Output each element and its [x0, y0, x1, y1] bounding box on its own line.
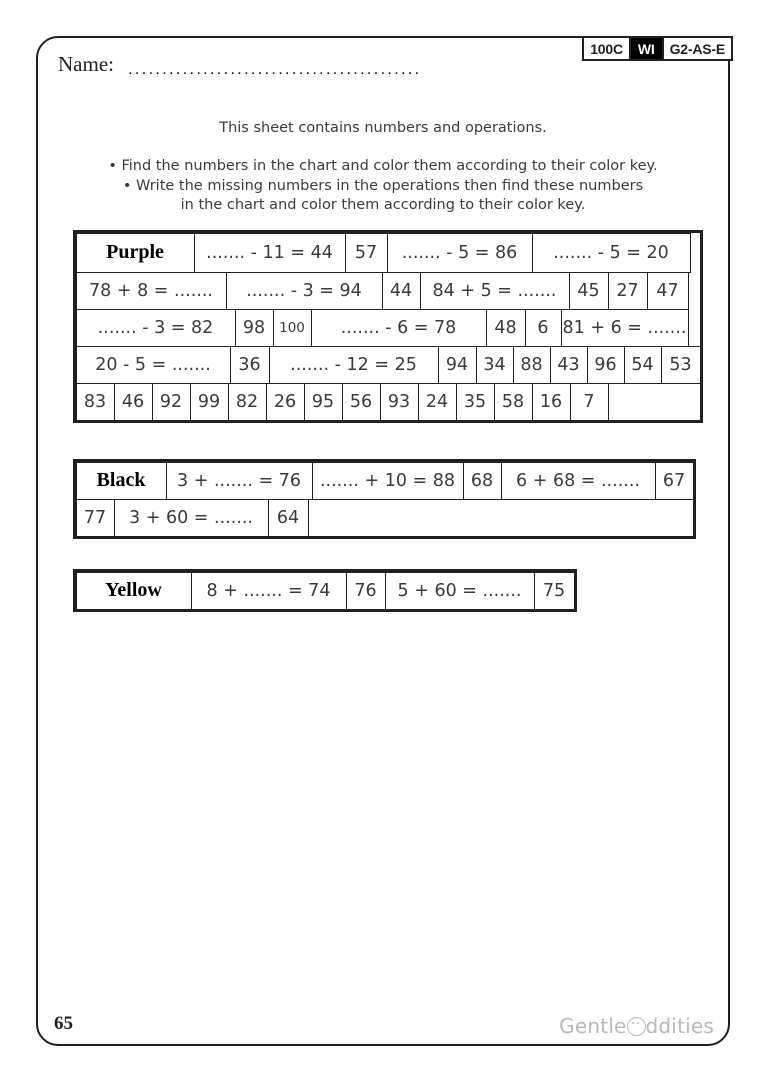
- number-cell[interactable]: 45: [569, 272, 609, 310]
- number-cell[interactable]: 53: [661, 346, 701, 384]
- operation-cell[interactable]: ....... - 5 = 20: [532, 233, 691, 273]
- code-badge-set: 100C: [590, 40, 623, 57]
- number-cell[interactable]: 47: [647, 272, 689, 310]
- number-cell[interactable]: 16: [532, 383, 571, 421]
- instruction-bullet-1: • Find the numbers in the chart and color them according to their color key.: [108, 158, 658, 174]
- operation-cell[interactable]: ....... - 11 = 44: [194, 233, 346, 273]
- number-cell[interactable]: 99: [190, 383, 229, 421]
- number-cell[interactable]: 64: [268, 499, 309, 537]
- number-cell[interactable]: 100: [273, 309, 312, 347]
- number-cell[interactable]: 6: [525, 309, 562, 347]
- number-cell[interactable]: 88: [513, 346, 551, 384]
- operation-cell[interactable]: ....... - 3 = 82: [76, 309, 236, 347]
- operation-cell[interactable]: ....... - 5 = 86: [387, 233, 533, 273]
- brand-name-part1: Gentle: [559, 1014, 627, 1038]
- color-key-label: Yellow: [76, 572, 192, 610]
- brand-logo: [559, 1014, 714, 1038]
- number-cell[interactable]: 54: [624, 346, 662, 384]
- operation-cell[interactable]: 84 + 5 = .......: [420, 272, 570, 310]
- instruction-bullet-2: • Write the missing numbers in the operations then find these numbers: [122, 177, 644, 194]
- operation-cell[interactable]: 5 + 60 = .......: [385, 572, 535, 610]
- puzzle-row: [73, 499, 696, 539]
- color-key-label: Black: [76, 462, 167, 500]
- operation-cell[interactable]: ....... - 3 = 94: [226, 272, 383, 310]
- smiley-o-icon: [627, 1017, 646, 1036]
- instructions-lead: [36, 120, 730, 136]
- number-cell[interactable]: 27: [608, 272, 648, 310]
- number-cell[interactable]: 46: [114, 383, 153, 421]
- page-number: 65: [54, 1013, 73, 1034]
- operation-cell[interactable]: 81 + 6 = .......: [561, 309, 689, 347]
- operation-cell[interactable]: 3 + 60 = .......: [114, 499, 269, 537]
- operation-cell[interactable]: ....... + 10 = 88: [312, 462, 464, 500]
- code-badge-level: G2-AS-E: [669, 40, 725, 57]
- number-cell[interactable]: 56: [342, 383, 381, 421]
- number-cell[interactable]: 24: [418, 383, 457, 421]
- operation-cell[interactable]: 78 + 8 = .......: [76, 272, 227, 310]
- puzzle-row: [73, 309, 703, 346]
- number-cell[interactable]: 77: [76, 499, 115, 537]
- operation-cell[interactable]: ....... - 12 = 25: [269, 346, 439, 384]
- brand-name-part2: ddities: [645, 1014, 714, 1038]
- number-cell[interactable]: 96: [587, 346, 625, 384]
- number-cell[interactable]: 92: [152, 383, 191, 421]
- name-dotted-line[interactable]: ...........................................: [127, 59, 422, 78]
- number-cell[interactable]: 26: [266, 383, 305, 421]
- puzzle-row: [73, 230, 703, 272]
- puzzle-section-black: [73, 459, 696, 539]
- number-cell[interactable]: 68: [463, 462, 502, 500]
- number-cell[interactable]: 58: [494, 383, 533, 421]
- puzzle-row: [73, 272, 703, 309]
- color-key-label: Purple: [76, 233, 195, 273]
- name-label: Name:: [58, 52, 114, 76]
- number-cell[interactable]: 95: [304, 383, 343, 421]
- number-cell[interactable]: 48: [486, 309, 526, 347]
- puzzle-row: [73, 346, 703, 383]
- name-field[interactable]: [58, 52, 421, 77]
- operation-cell[interactable]: 3 + ....... = 76: [166, 462, 313, 500]
- puzzle-row: [73, 569, 577, 612]
- puzzle-section-purple: [73, 230, 703, 423]
- number-cell[interactable]: 83: [76, 383, 115, 421]
- instructions-lead-text: This sheet contains numbers and operations.: [219, 120, 547, 136]
- number-cell[interactable]: 57: [345, 233, 388, 273]
- number-cell[interactable]: 36: [230, 346, 270, 384]
- puzzle-section-yellow: [73, 569, 577, 612]
- code-badge-language: WI: [629, 38, 664, 59]
- number-cell[interactable]: 34: [476, 346, 514, 384]
- puzzle-row: [73, 383, 703, 423]
- operation-cell[interactable]: 20 - 5 = .......: [76, 346, 231, 384]
- worksheet-code-badges: [582, 36, 733, 61]
- puzzle-row: [73, 459, 696, 499]
- number-cell[interactable]: 75: [534, 572, 575, 610]
- number-cell[interactable]: 7: [570, 383, 609, 421]
- number-cell[interactable]: 93: [380, 383, 419, 421]
- number-cell[interactable]: 76: [346, 572, 386, 610]
- number-cell[interactable]: 67: [655, 462, 694, 500]
- number-cell[interactable]: 98: [235, 309, 274, 347]
- number-cell[interactable]: 82: [228, 383, 267, 421]
- number-cell[interactable]: 43: [550, 346, 588, 384]
- number-cell[interactable]: 94: [438, 346, 477, 384]
- number-cell[interactable]: 35: [456, 383, 495, 421]
- operation-cell[interactable]: 8 + ....... = 74: [191, 572, 347, 610]
- number-cell[interactable]: 44: [382, 272, 421, 310]
- instruction-bullet-3: in the chart and color them according to their color key.: [180, 197, 586, 214]
- operation-cell[interactable]: ....... - 6 = 78: [311, 309, 487, 347]
- operation-cell[interactable]: 6 + 68 = .......: [501, 462, 656, 500]
- instructions-bullets: [36, 157, 730, 216]
